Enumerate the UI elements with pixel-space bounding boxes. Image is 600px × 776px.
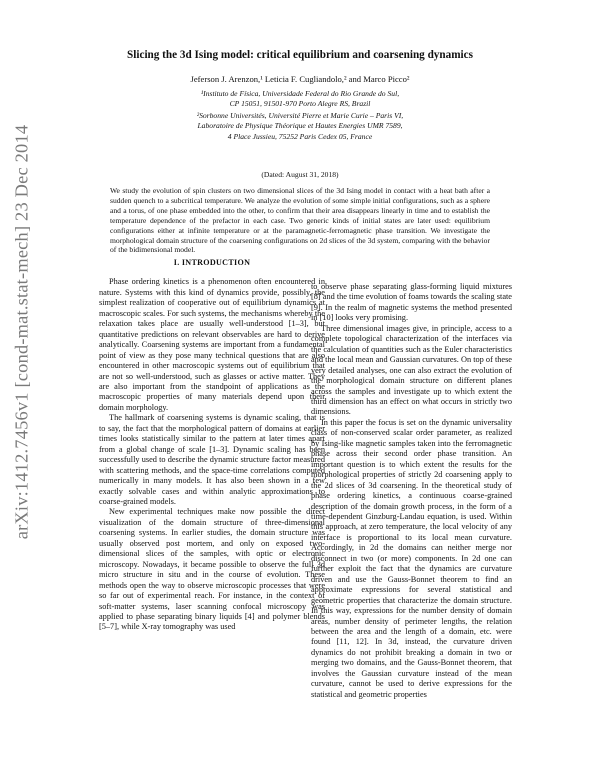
arxiv-identifier	[10, 124, 34, 540]
right-column	[311, 282, 512, 700]
paper-title: Slicing the 3d Ising model: critical equilibrium and coarsening dynamics	[127, 49, 473, 61]
paragraph: New experimental techniques make now possible the direct visualization of the domain structure of three-dimensional coarsening systems. In earlier studies, the domain structure was usually observed post mortem, and only on exposed two-dimensional slices of the samples, with optic or electronic microscopy. Nowadays, it became possible to observe the full 3d micro structure in situ and in the course of evolution. These methods open the way to observe microscopic processes that were so far out of experimental reach. For instance, in the context of soft-matter systems, laser scanning confocal microscopy was applied to phase separating binary liquids [4] and polymer blends [5–7], while X-ray tomography was used	[99, 507, 325, 632]
date-line: (Dated: August 31, 2018)	[261, 170, 339, 179]
affiliation-line: ²Sorbonne Universités, Université Pierre et Marie Curie – Paris VI,	[196, 111, 404, 120]
abstract: We study the evolution of spin clusters on two dimensional slices of the 3d Ising model in contact with a heat bath after a sudden quench to a subcritical temperature. We analyze the evolution of some simple initial configurations, such as a sphere and a torus, of one phase embedded into the other, to confirm that their area disappears linearly in time and to establish the temperature dependence of the prefactor in each case. Two generic kinds of initial states are later used: equilibrium configurations either at infinite temperature or at the paramagnetic-ferromagnetic phase transition. We investigate the morphological domain structure of the coarsening configurations on 2d slices of the 3d system, comparing with the behavior of the bidimensional model.	[110, 186, 490, 255]
affiliation-line: CP 15051, 91501-970 Porto Alegre RS, Brazil	[229, 99, 371, 108]
author-list: Jeferson J. Arenzon,¹ Leticia F. Cugliandolo,² and Marco Picco²	[190, 74, 410, 84]
paragraph: Three dimensional images give, in principle, access to a complete topological characterization of the interfaces via the calculation of quantities such as the Euler characteristics and the local mean and Gaussian curvatures. On top of these very detailed analyses, one can also extract the evolution of the morphological domain structure on different planes across the samples and investigate up to which extent the third dimension has an effect on what occurs in strictly two dimensions.	[311, 323, 512, 417]
affiliation-line: ¹Instituto de Física, Universidade Federal do Rio Grande do Sul,	[200, 89, 400, 98]
paragraph: In this paper the focus is set on the dynamic universality class of non-conserved scalar order parameter, as realized by Ising-like magnetic samples taken into the ferromagnetic phase across their second order phase transition. An important question is to which extent the results for the morphological properties of strictly 2d coarsening apply to the 2d slices of 3d coarsening. In the theoretical study of phase ordering kinetics, a continuous coarse-grained description of the domain growth process, in the form of a time-dependent Ginzburg-Landau equation, is used. Within this approach, at zero temperature, the local velocity of any interface is proportional to its local mean curvature. Accordingly, in 2d the domains can neither merge nor disconnect in two (or more) components. In 2d one can further exploit the fact that the dynamics are curvature driven and use the Gauss-Bonnet theorem to find an approximate expressions for several statistical and geometric properties that characterize the domain structure. In this way, expressions for the number density of domain areas, number density of perimeter lengths, the relation between the area and the length of a domain, etc. were found [11, 12]. In 3d, instead, the curvature driven dynamics do not prohibit breaking a domain in two or merging two domains, and the Gauss-Bonnet theorem, that involves the Gaussian curvature instead of the mean curvature, cannot be used to derive expressions for the statistical and geometric properties	[311, 417, 512, 699]
arxiv-identifier-text: arXiv:1412.7456v1 [cond-mat.stat-mech] 23 Dec 2014	[11, 124, 32, 540]
paragraph: Phase ordering kinetics is a phenomenon often encountered in nature. Systems with this kind of dynamics provide, possibly, the simplest realization of cooperative out of equilibrium dynamics at macroscopic scales. For such systems, the mechanisms whereby the relaxation takes place are usually well-understood [1–3], but quantitative predictions on relevant observables are hard to derive analytically. Coarsening systems are important from a fundamental point of view as they pose many technical questions that are also encountered in other macroscopic systems out of equilibrium that are not so well-understood, such as glasses or active matter. They are also important from the standpoint of applications as the macroscopic properties of many materials depend upon their domain morphology.	[99, 277, 325, 412]
paragraph: to observe phase separating glass-forming liquid mixtures [8] and the time evolution of foams towards the scaling state [9]. In the realm of magnetic systems the method presented in [10] looks very promising.	[311, 282, 512, 323]
left-column	[99, 258, 325, 633]
section-heading: I. INTRODUCTION	[173, 258, 251, 267]
affiliation-line: 4 Place Jussieu, 75252 Paris Cedex 05, France	[227, 132, 373, 141]
affiliation-line: Laboratoire de Physique Théorique et Hautes Energies UMR 7589,	[197, 121, 403, 130]
paragraph: The hallmark of coarsening systems is dynamic scaling, that is to say, the fact that the morphological pattern of domains at earlier times looks statistically similar to the pattern at later times apart from a global change of scale [1–3]. Dynamic scaling has been successfully used to describe the dynamic structure factor measured with scattering methods, and the space-time correlations computed numerically in many models. It has also been shown in a few exactly solvable cases and within analytic approximations to coarse-grained models.	[99, 413, 325, 506]
